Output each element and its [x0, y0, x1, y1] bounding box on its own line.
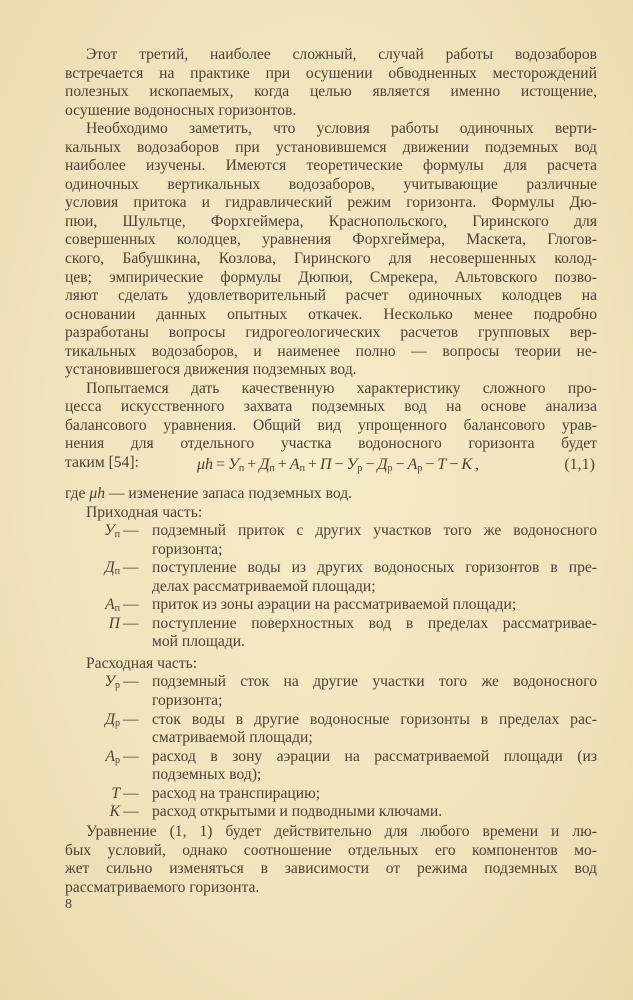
text-line: цесса искусственного захвата подземных вод на основе анализа	[65, 398, 597, 416]
text-line: ского, Бабушкина, Козлова, Гиринского для несовершенных колод-	[65, 250, 597, 268]
text-line: бых условий, однако соотношение отдельных его компонентов мо-	[65, 841, 597, 859]
equation-operator: −	[425, 456, 435, 473]
definition-text: расход в зону аэрации на рассматриваемой площади (из	[152, 747, 597, 765]
outcome-heading: Расходная часть:	[86, 654, 198, 672]
text-line: рассматриваемого горизонта.	[65, 878, 260, 896]
equation-subscript: п	[299, 463, 305, 474]
definition-symbol: $Д_р$	[105, 710, 120, 729]
definition-row	[79, 785, 597, 804]
definition-row	[79, 766, 597, 785]
where-prefix: где	[65, 485, 90, 502]
definition-subscript: р	[115, 754, 120, 766]
text-line: разработаны вопросы гидрогеологических расчетов групповых вер-	[65, 324, 597, 342]
definition-symbol: $А_п$	[105, 596, 120, 615]
text-line: таким [54]:	[65, 454, 139, 472]
text-line: балансового уравнения. Общий вид упрощенного балансового урав-	[65, 416, 597, 434]
definition-row	[79, 803, 597, 822]
where-text: — изменение запаса подземных вод.	[105, 485, 353, 502]
definition-text: расход открытыми и подводными ключами.	[152, 803, 443, 821]
definition-row	[79, 711, 597, 730]
equation-operator: −	[449, 456, 459, 473]
balance-equation	[65, 456, 597, 476]
equation-term: Т	[437, 456, 447, 473]
definition-symbol: Т	[111, 784, 120, 802]
definition-row	[79, 729, 597, 748]
paragraph	[65, 823, 597, 897]
definition-row	[79, 633, 597, 652]
definitions-section	[65, 485, 597, 822]
text-line: тикальных водозаборов, и наименее полно — вопросы теории не-	[65, 342, 597, 360]
paragraph	[65, 120, 597, 380]
where-symbol: μh	[89, 485, 105, 502]
text-line: совершенных колодцев, уравнения Форхгеймера, Маскета, Глогов-	[65, 231, 597, 249]
text-line: пюи, Шультце, Форхгеймера, Краснопольского, Гиринского для	[65, 212, 597, 230]
definition-row	[79, 748, 597, 767]
definition-dash: —	[123, 614, 139, 632]
definition-text: приток из зоны аэрации на рассматриваемой площади;	[152, 596, 517, 614]
definition-dash: —	[123, 596, 139, 614]
equation-formula	[197, 456, 482, 474]
text-line: Уравнение (1, 1) будет действительно для любого времени и лю-	[86, 823, 597, 840]
definition-row	[79, 578, 597, 597]
definition-text: горизонта;	[152, 692, 223, 710]
equation-term: $А_п$	[289, 456, 305, 474]
definition-row	[79, 692, 597, 711]
equation-number: (1,1)	[564, 456, 595, 473]
definition-dash: —	[123, 710, 139, 728]
definition-symbol: П	[108, 614, 120, 632]
body-text-top	[65, 46, 597, 473]
equation-subscript: р	[387, 463, 393, 474]
equation-operator: −	[395, 456, 405, 473]
text-line: Попытаемся дать качественную характеристику сложного про-	[86, 379, 597, 397]
equation-term: К	[461, 456, 472, 473]
income-list	[79, 522, 597, 652]
equation-term: $У_р$	[346, 456, 363, 474]
equation-term: $У_п$	[228, 456, 245, 474]
equation-operator: =	[216, 456, 226, 473]
equation-subscript: р	[417, 463, 423, 474]
text-line: условия притока и гидравлический режим горизонта. Формулы Дю-	[65, 194, 597, 212]
definition-text: подземный сток на другие участки того же водоносного	[152, 673, 597, 691]
definition-symbol: К	[109, 803, 120, 821]
equation-subscript: п	[269, 463, 275, 474]
equation-subscript: п	[238, 463, 245, 474]
text-line: Необходимо заметить, что условия работы одиночных верти-	[86, 120, 597, 138]
text-line: жет сильно изменяться в зависимости от режима подземных вод	[65, 860, 597, 878]
equation-operator: ,	[474, 456, 479, 473]
definition-subscript: п	[114, 603, 120, 615]
definition-dash: —	[123, 747, 139, 765]
equation-term: П	[319, 456, 332, 473]
definition-subscript: п	[114, 566, 120, 578]
text-line: одиночных вертикальных водозаборов, учитывающие различные	[65, 175, 597, 193]
definition-row	[79, 596, 597, 615]
definition-subscript: п	[114, 529, 120, 541]
equation-subscript: р	[357, 463, 363, 474]
text-line: Этот третий, наиболее сложный, случай работы водозаборов	[86, 46, 597, 63]
definition-dash: —	[123, 784, 139, 802]
definition-text: мой площади.	[152, 633, 245, 651]
equation-operator: +	[307, 456, 317, 473]
definition-subscript: р	[115, 717, 120, 729]
text-line: полезных ископаемых, когда целью является именно истощение,	[65, 83, 597, 101]
definition-row	[79, 522, 597, 541]
definition-row	[79, 673, 597, 692]
text-line: встречается на практике при осушении обводненных месторождений	[65, 64, 597, 82]
definition-symbol: $Д_п$	[104, 559, 120, 578]
text-line: основании данных опытных откачек. Несколько менее подробно	[65, 305, 597, 323]
definition-text: горизонта;	[152, 540, 223, 558]
definition-text: подземный приток с других участков того же водоносного	[152, 522, 597, 540]
definition-text: сматриваемой площади;	[152, 729, 313, 747]
definition-row	[79, 615, 597, 634]
equation-term: $А_р$	[407, 456, 423, 474]
text-line: цев; эмпирические формулы Дюпюи, Смрекера, Альтовского позво-	[65, 268, 597, 286]
definition-symbol: $А_р$	[105, 747, 120, 766]
outcome-list	[79, 673, 597, 821]
equation-operator: +	[247, 456, 257, 473]
equation-operator: −	[365, 456, 375, 473]
definition-text: поступление поверхностных вод в пределах рассматривае-	[152, 614, 597, 632]
paragraph	[65, 46, 597, 120]
definition-dash: —	[123, 522, 139, 540]
equation-operator: −	[334, 456, 344, 473]
equation-operator: +	[277, 456, 287, 473]
definition-dash: —	[123, 803, 139, 821]
definition-symbol: $У_п$	[104, 522, 120, 541]
text-line: ляют сделать удовлетворительный расчет одиночных колодцев на	[65, 287, 597, 305]
text-line: осушение водоносных горизонтов.	[65, 101, 297, 119]
definition-row	[79, 559, 597, 578]
text-line: установившегося движения подземных вод.	[65, 361, 357, 379]
definition-text: делах рассматриваемой площади;	[152, 577, 376, 595]
definition-dash: —	[123, 559, 139, 577]
definition-row	[79, 541, 597, 560]
definition-subscript: р	[115, 680, 120, 692]
definition-text: расход на транспирацию;	[152, 784, 321, 802]
definition-text: поступление воды из других водоносных горизонтов в пре-	[152, 559, 597, 577]
text-line: нения для отдельного участка водоносного горизонта будет	[65, 435, 597, 453]
body-text-bottom	[65, 823, 597, 897]
text-line: кальных водозаборов при установившемся движении подземных вод	[65, 138, 597, 156]
definition-dash: —	[123, 673, 139, 691]
text-line: наиболее изучены. Имеются теоретические формулы для расчета	[65, 157, 597, 175]
income-heading: Приходная часть:	[86, 503, 203, 521]
definition-symbol: $У_р$	[104, 673, 120, 692]
where-line	[65, 485, 597, 504]
equation-term: $Д_р$	[377, 456, 393, 474]
definition-text: подземных вод);	[152, 766, 262, 784]
definition-text: сток воды в другие водоносные горизонты в пределах рас-	[152, 710, 597, 728]
page-number: 8	[65, 897, 72, 912]
equation-term: μh	[197, 456, 214, 473]
equation-term: $Д_п$	[259, 456, 275, 474]
